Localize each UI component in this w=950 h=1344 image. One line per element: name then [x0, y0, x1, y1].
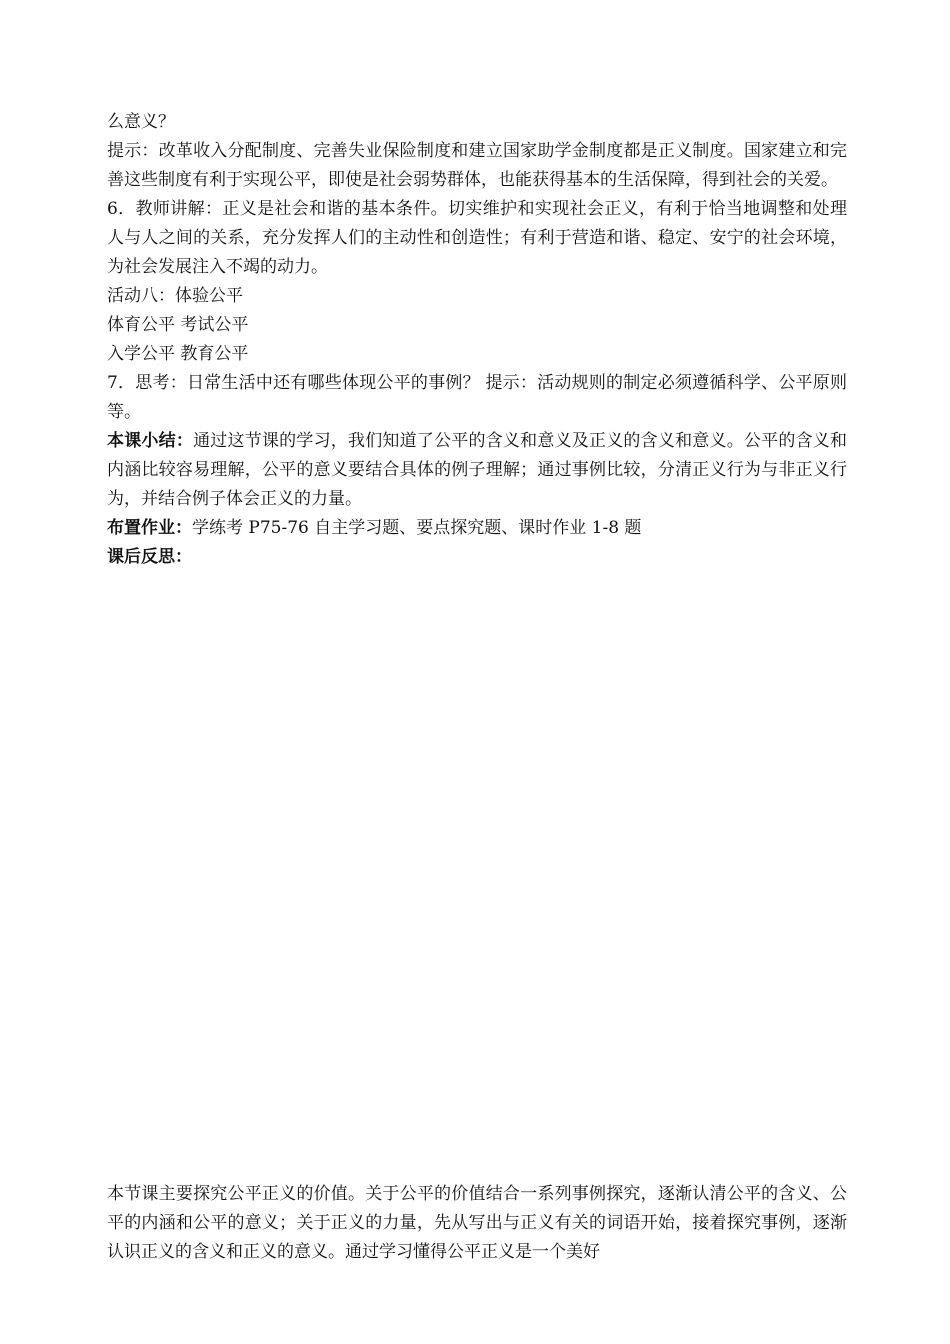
fairness-examples-2: 入学公平 教育公平	[107, 344, 249, 364]
question-tail: 么意义？	[107, 112, 175, 132]
teacher-explanation: 6．教师讲解：正义是社会和谐的基本条件。切实维护和实现社会正义，有利于恰当地调整和处理人与人之间的关系，充分发挥人们的主动性和创造性；有利于营造和谐、稳定、安宁的社会环境，为社会发展注入不竭的动力。	[107, 199, 847, 277]
homework-label: 布置作业：	[107, 518, 192, 538]
summary-label: 本课小结：	[107, 431, 194, 451]
lesson-content	[107, 108, 847, 572]
homework	[107, 514, 847, 543]
homework-text: 学练考 P75-76 自主学习题、要点探究题、课时作业 1-8 题	[192, 518, 642, 538]
reflection-label: 课后反思：	[107, 547, 192, 567]
hint-paragraph	[107, 137, 847, 195]
hint-label: 提示：	[107, 141, 159, 161]
activity-eight-heading: 活动八：体验公平	[107, 286, 243, 306]
fairness-examples-1: 体育公平 考试公平	[107, 315, 249, 335]
closing-paragraph: 本节课主要探究公平正义的价值。关于公平的价值结合一系列事例探究，逐渐认清公平的含义、公平的内涵和公平的意义；关于正义的力量，先从写出与正义有关的词语开始，接着探究事例，逐渐认识正义的含义和正义的意义。通过学习懂得公平正义是一个美好	[107, 1184, 847, 1262]
summary-text: 通过这节课的学习，我们知道了公平的含义和意义及正义的含义和意义。公平的含义和内涵比较容易理解，公平的意义要结合具体的例子理解；通过事例比较，分清正义行为与非正义行为，并结合例子体会正义的力量。	[107, 431, 848, 509]
hint-text: 改革收入分配制度、完善失业保险制度和建立国家助学金制度都是正义制度。国家建立和完善这些制度有利于实现公平，即使是社会弱势群体，也能获得基本的生活保障，得到社会的关爱。	[107, 141, 848, 190]
lesson-summary	[107, 427, 847, 514]
reflection	[107, 543, 847, 572]
think-question: 7．思考：日常生活中还有哪些体现公平的事例？ 提示：活动规则的制定必须遵循科学、公平原则等。	[107, 373, 847, 422]
